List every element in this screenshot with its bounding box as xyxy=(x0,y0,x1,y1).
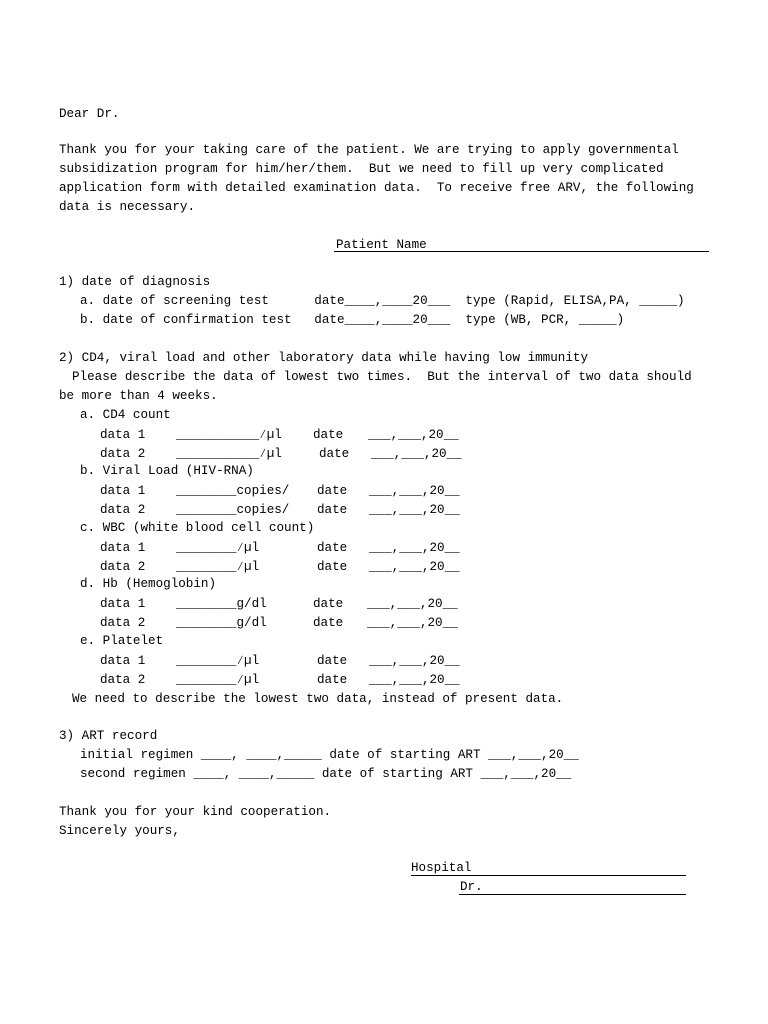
doctor-field[interactable] xyxy=(459,894,686,895)
confirmation-test-row: b. date of confirmation test date____,____20___ type (WB, PCR, _____) xyxy=(80,313,625,327)
hb-data-1-date[interactable]: ___,___,20__ xyxy=(367,597,458,611)
hb-data-1-name: data 1 xyxy=(100,597,146,611)
section-3-title: 3) ART record xyxy=(59,729,158,743)
section-1-title: 1) date of diagnosis xyxy=(59,275,211,289)
viral-load-data-1-date-label: date xyxy=(317,484,348,498)
platelet-data-1-value[interactable]: ________∕µl xyxy=(176,654,260,668)
patient-name-label: Patient Name xyxy=(336,238,427,252)
wbc-data-2-name: data 2 xyxy=(100,560,146,574)
section-2-description-1: Please describe the data of lowest two times. But the interval of two data should xyxy=(72,370,692,384)
section-2-description-2: be more than 4 weeks. xyxy=(59,389,218,403)
intro-line-3: application form with detailed examination data. To receive free ARV, the following xyxy=(59,181,694,195)
cd4-data-1-value[interactable]: ___________∕µl xyxy=(176,428,282,442)
initial-regimen-row[interactable]: initial regimen ____, ____,_____ date of starting ART ___,___,20__ xyxy=(80,748,579,762)
intro-line-4: data is necessary. xyxy=(59,200,196,214)
cd4-data-2-name: data 2 xyxy=(100,447,146,461)
platelet-label: e. Platelet xyxy=(80,634,164,648)
viral-load-data-2-name: data 2 xyxy=(100,503,146,517)
hospital-field[interactable] xyxy=(411,875,686,876)
doctor-label: Dr. xyxy=(460,880,483,894)
wbc-data-1-date-label: date xyxy=(317,541,348,555)
cd4-data-1-date[interactable]: ___,___,20__ xyxy=(368,428,459,442)
platelet-data-2-date[interactable]: ___,___,20__ xyxy=(369,673,460,687)
wbc-data-2-value[interactable]: ________∕µl xyxy=(176,560,260,574)
screening-test-row: a. date of screening test date____,____20___ type (Rapid, ELISA,PA, _____) xyxy=(80,294,685,308)
cd4-label: a. CD4 count xyxy=(80,408,171,422)
cd4-data-2-value[interactable]: ___________∕µl xyxy=(176,447,282,461)
intro-line-1: Thank you for your taking care of the patient. We are trying to apply governmental xyxy=(59,143,679,157)
platelet-data-1-name: data 1 xyxy=(100,654,146,668)
section-2-title: 2) CD4, viral load and other laboratory data while having low immunity xyxy=(59,351,589,365)
viral-load-data-1-date[interactable]: ___,___,20__ xyxy=(369,484,460,498)
hb-data-1-value[interactable]: ________g/dl xyxy=(176,597,267,611)
closing-thanks: Thank you for your kind cooperation. xyxy=(59,805,332,819)
viral-load-data-1-name: data 1 xyxy=(100,484,146,498)
intro-line-2: subsidization program for him/her/them. But we need to fill up very complicated xyxy=(59,162,664,176)
hospital-label: Hospital xyxy=(411,861,472,875)
cd4-data-1-name: data 1 xyxy=(100,428,146,442)
cd4-data-1-date-label: date xyxy=(313,428,344,442)
wbc-data-1-value[interactable]: ________∕µl xyxy=(176,541,260,555)
hb-label: d. Hb (Hemoglobin) xyxy=(80,577,217,591)
platelet-data-2-name: data 2 xyxy=(100,673,146,687)
viral-load-label: b. Viral Load (HIV-RNA) xyxy=(80,464,254,478)
second-regimen-row[interactable]: second regimen ____, ____,_____ date of starting ART ___,___,20__ xyxy=(80,767,572,781)
wbc-label: c. WBC (white blood cell count) xyxy=(80,521,315,535)
wbc-data-1-date[interactable]: ___,___,20__ xyxy=(369,541,460,555)
wbc-data-1-name: data 1 xyxy=(100,541,146,555)
cd4-data-2-date[interactable]: ___,___,20__ xyxy=(371,447,462,461)
platelet-data-1-date[interactable]: ___,___,20__ xyxy=(369,654,460,668)
viral-load-data-2-date[interactable]: ___,___,20__ xyxy=(369,503,460,517)
hb-data-2-date[interactable]: ___,___,20__ xyxy=(367,616,458,630)
viral-load-data-2-value[interactable]: ________copies/ xyxy=(176,503,290,517)
platelet-data-2-date-label: date xyxy=(317,673,348,687)
platelet-data-2-value[interactable]: ________∕µl xyxy=(176,673,260,687)
cd4-data-2-date-label: date xyxy=(319,447,350,461)
wbc-data-2-date-label: date xyxy=(317,560,348,574)
patient-name-field[interactable] xyxy=(334,251,709,252)
viral-load-data-2-date-label: date xyxy=(317,503,348,517)
closing-sign-off: Sincerely yours, xyxy=(59,824,180,838)
hb-data-1-date-label: date xyxy=(313,597,344,611)
platelet-data-1-date-label: date xyxy=(317,654,348,668)
hb-data-2-name: data 2 xyxy=(100,616,146,630)
salutation: Dear Dr. xyxy=(59,107,120,121)
viral-load-data-1-value[interactable]: ________copies/ xyxy=(176,484,290,498)
section-2-note: We need to describe the lowest two data, instead of present data. xyxy=(72,692,564,706)
wbc-data-2-date[interactable]: ___,___,20__ xyxy=(369,560,460,574)
hb-data-2-value[interactable]: ________g/dl xyxy=(176,616,267,630)
hb-data-2-date-label: date xyxy=(313,616,344,630)
